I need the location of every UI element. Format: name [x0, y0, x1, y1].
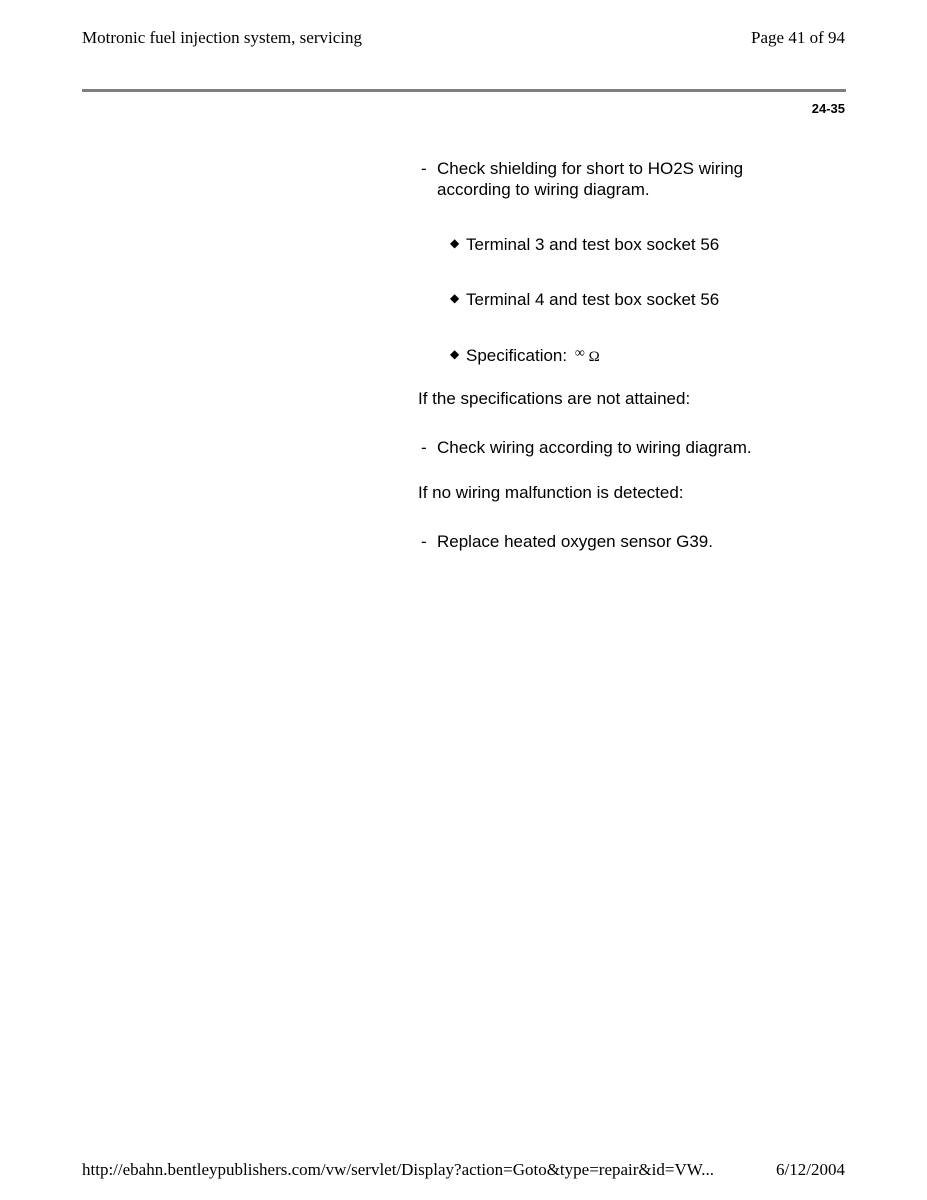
footer-date: 6/12/2004 — [776, 1160, 845, 1179]
footer-url: http://ebahn.bentleypublishers.com/vw/servlet/Display?action=Goto&type=repair&id=VW... — [82, 1160, 714, 1179]
bullet-item — [450, 288, 719, 310]
ohm-symbol: Ω — [588, 349, 600, 365]
step-check-shielding — [421, 158, 797, 200]
diamond-bullet-icon: ◆ — [450, 347, 460, 361]
step-dash: - — [421, 532, 427, 551]
bullet-item-specification — [450, 343, 600, 368]
bullet-text: Terminal 4 and test box socket 56 — [466, 290, 720, 309]
step-dash: - — [421, 159, 427, 178]
infinity-symbol: ∞ — [574, 346, 585, 361]
diamond-bullet-icon: ◆ — [450, 291, 460, 305]
document-title: Motronic fuel injection system, servicing — [82, 28, 362, 47]
header-divider — [82, 89, 846, 92]
bullet-text: Specification: — [466, 346, 568, 365]
step-text: Check wiring according to wiring diagram. — [437, 438, 752, 457]
diamond-bullet-icon: ◆ — [450, 236, 460, 250]
bullet-item — [450, 233, 719, 255]
specification-value — [572, 346, 600, 365]
step-text: Replace heated oxygen sensor G39. — [437, 532, 713, 551]
section-page-code: 24-35 — [811, 101, 845, 116]
page-number: Page 41 of 94 — [751, 28, 845, 47]
condition-note: If the specifications are not attained: — [418, 389, 691, 408]
step-replace-sensor — [421, 531, 797, 552]
step-dash: - — [421, 438, 427, 457]
step-text: Check shielding for short to HO2S wiring according to wiring diagram. — [437, 159, 744, 199]
step-check-wiring — [421, 437, 797, 458]
condition-note: If no wiring malfunction is detected: — [418, 483, 684, 502]
bullet-text: Terminal 3 and test box socket 56 — [466, 235, 720, 254]
